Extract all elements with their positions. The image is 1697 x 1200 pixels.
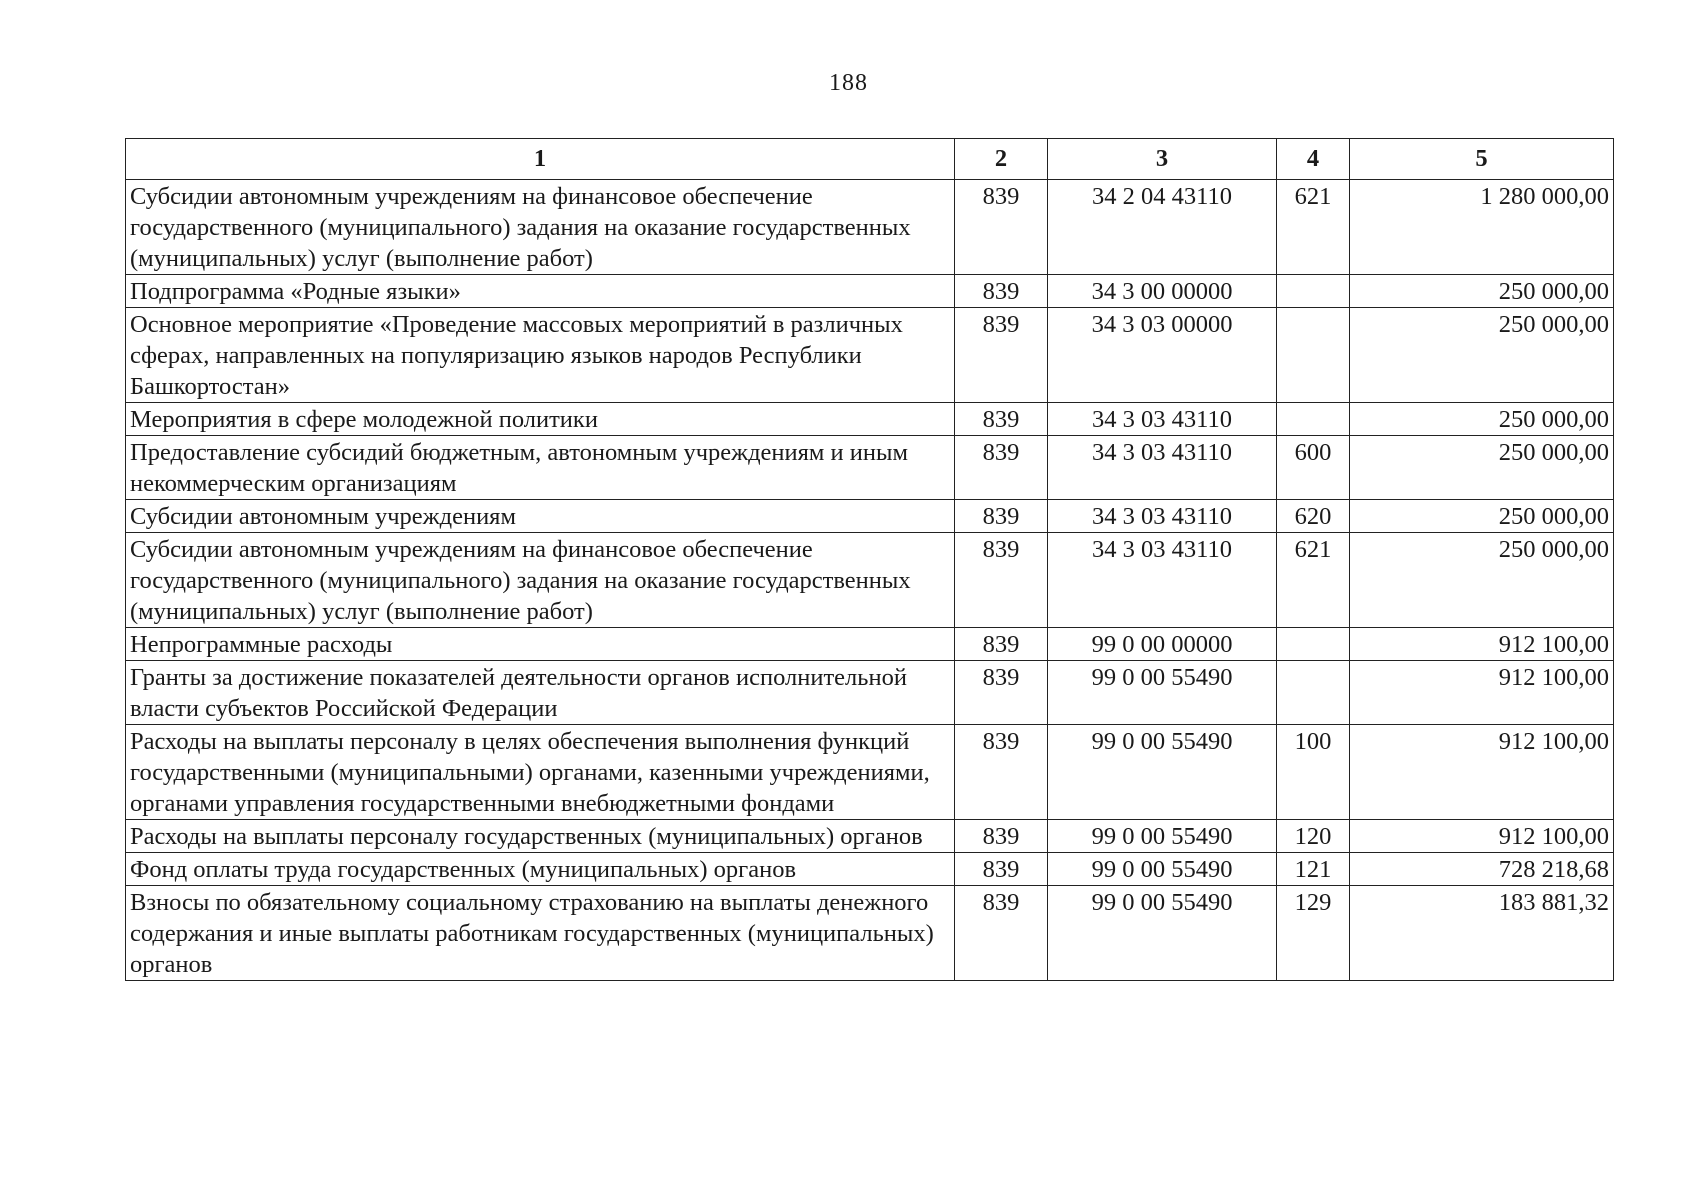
- header-col-5: 5: [1350, 139, 1614, 180]
- row-name: Расходы на выплаты персоналу в целях обеспечения выполнения функций государственными (муниципальными) органами, казенными учреждениями, органами управления государственными внебюджетными фондами: [126, 725, 955, 820]
- table-row: [126, 275, 1614, 308]
- row-csr: 34 3 03 00000: [1048, 308, 1277, 403]
- row-vr: 600: [1277, 436, 1350, 500]
- table-row: [126, 180, 1614, 275]
- row-ved: 839: [955, 853, 1048, 886]
- row-name: Непрограммные расходы: [126, 628, 955, 661]
- table-row: [126, 500, 1614, 533]
- row-csr: 99 0 00 55490: [1048, 661, 1277, 725]
- table-body: [126, 180, 1614, 981]
- budget-table: [125, 138, 1614, 981]
- row-vr: [1277, 275, 1350, 308]
- row-ved: 839: [955, 308, 1048, 403]
- row-csr: 99 0 00 00000: [1048, 628, 1277, 661]
- row-amount: 250 000,00: [1350, 500, 1614, 533]
- table-header: [126, 139, 1614, 180]
- table-row: [126, 403, 1614, 436]
- row-vr: 121: [1277, 853, 1350, 886]
- row-name: Основное мероприятие «Проведение массовых мероприятий в различных сферах, направленных на популяризацию языков народов Республики Башкортостан»: [126, 308, 955, 403]
- row-name: Подпрограмма «Родные языки»: [126, 275, 955, 308]
- row-vr: 621: [1277, 180, 1350, 275]
- row-vr: [1277, 661, 1350, 725]
- row-vr: 621: [1277, 533, 1350, 628]
- row-name: Субсидии автономным учреждениям: [126, 500, 955, 533]
- row-name: Мероприятия в сфере молодежной политики: [126, 403, 955, 436]
- row-csr: 99 0 00 55490: [1048, 725, 1277, 820]
- row-ved: 839: [955, 725, 1048, 820]
- row-csr: 34 3 03 43110: [1048, 500, 1277, 533]
- row-vr: [1277, 308, 1350, 403]
- row-vr: 620: [1277, 500, 1350, 533]
- row-amount: 183 881,32: [1350, 886, 1614, 981]
- row-csr: 34 3 03 43110: [1048, 533, 1277, 628]
- row-ved: 839: [955, 886, 1048, 981]
- row-name: Гранты за достижение показателей деятельности органов исполнительной власти субъектов Российской Федерации: [126, 661, 955, 725]
- table-row: [126, 628, 1614, 661]
- row-vr: [1277, 403, 1350, 436]
- row-ved: 839: [955, 533, 1048, 628]
- row-amount: 250 000,00: [1350, 533, 1614, 628]
- row-amount: 250 000,00: [1350, 436, 1614, 500]
- table-row: [126, 725, 1614, 820]
- row-amount: 912 100,00: [1350, 820, 1614, 853]
- row-vr: 100: [1277, 725, 1350, 820]
- header-col-4: 4: [1277, 139, 1350, 180]
- header-row: [126, 139, 1614, 180]
- table-row: [126, 436, 1614, 500]
- row-vr: 120: [1277, 820, 1350, 853]
- table-row: [126, 886, 1614, 981]
- row-name: Фонд оплаты труда государственных (муниципальных) органов: [126, 853, 955, 886]
- row-csr: 34 2 04 43110: [1048, 180, 1277, 275]
- row-csr: 99 0 00 55490: [1048, 886, 1277, 981]
- row-name: Предоставление субсидий бюджетным, автономным учреждениям и иным некоммерческим организациям: [126, 436, 955, 500]
- row-amount: 728 218,68: [1350, 853, 1614, 886]
- row-ved: 839: [955, 628, 1048, 661]
- row-name: Субсидии автономным учреждениям на финансовое обеспечение государственного (муниципального) задания на оказание государственных (муниципальных) услуг (выполнение работ): [126, 533, 955, 628]
- header-col-2: 2: [955, 139, 1048, 180]
- table-row: [126, 533, 1614, 628]
- header-col-1: 1: [126, 139, 955, 180]
- table-row: [126, 853, 1614, 886]
- row-amount: 250 000,00: [1350, 275, 1614, 308]
- row-amount: 1 280 000,00: [1350, 180, 1614, 275]
- row-amount: 912 100,00: [1350, 628, 1614, 661]
- page-number: 188: [829, 70, 868, 96]
- row-amount: 250 000,00: [1350, 308, 1614, 403]
- row-name: Субсидии автономным учреждениям на финансовое обеспечение государственного (муниципального) задания на оказание государственных (муниципальных) услуг (выполнение работ): [126, 180, 955, 275]
- row-amount: 250 000,00: [1350, 403, 1614, 436]
- row-ved: 839: [955, 403, 1048, 436]
- row-ved: 839: [955, 275, 1048, 308]
- row-name: Взносы по обязательному социальному страхованию на выплаты денежного содержания и иные выплаты работникам государственных (муниципальных) органов: [126, 886, 955, 981]
- row-csr: 99 0 00 55490: [1048, 820, 1277, 853]
- row-vr: 129: [1277, 886, 1350, 981]
- table-row: [126, 308, 1614, 403]
- row-ved: 839: [955, 180, 1048, 275]
- row-vr: [1277, 628, 1350, 661]
- row-name: Расходы на выплаты персоналу государственных (муниципальных) органов: [126, 820, 955, 853]
- row-amount: 912 100,00: [1350, 661, 1614, 725]
- row-ved: 839: [955, 820, 1048, 853]
- row-amount: 912 100,00: [1350, 725, 1614, 820]
- row-csr: 34 3 03 43110: [1048, 403, 1277, 436]
- row-csr: 34 3 03 43110: [1048, 436, 1277, 500]
- row-csr: 99 0 00 55490: [1048, 853, 1277, 886]
- row-ved: 839: [955, 436, 1048, 500]
- header-col-3: 3: [1048, 139, 1277, 180]
- table-row: [126, 661, 1614, 725]
- row-ved: 839: [955, 661, 1048, 725]
- row-csr: 34 3 00 00000: [1048, 275, 1277, 308]
- row-ved: 839: [955, 500, 1048, 533]
- table-row: [126, 820, 1614, 853]
